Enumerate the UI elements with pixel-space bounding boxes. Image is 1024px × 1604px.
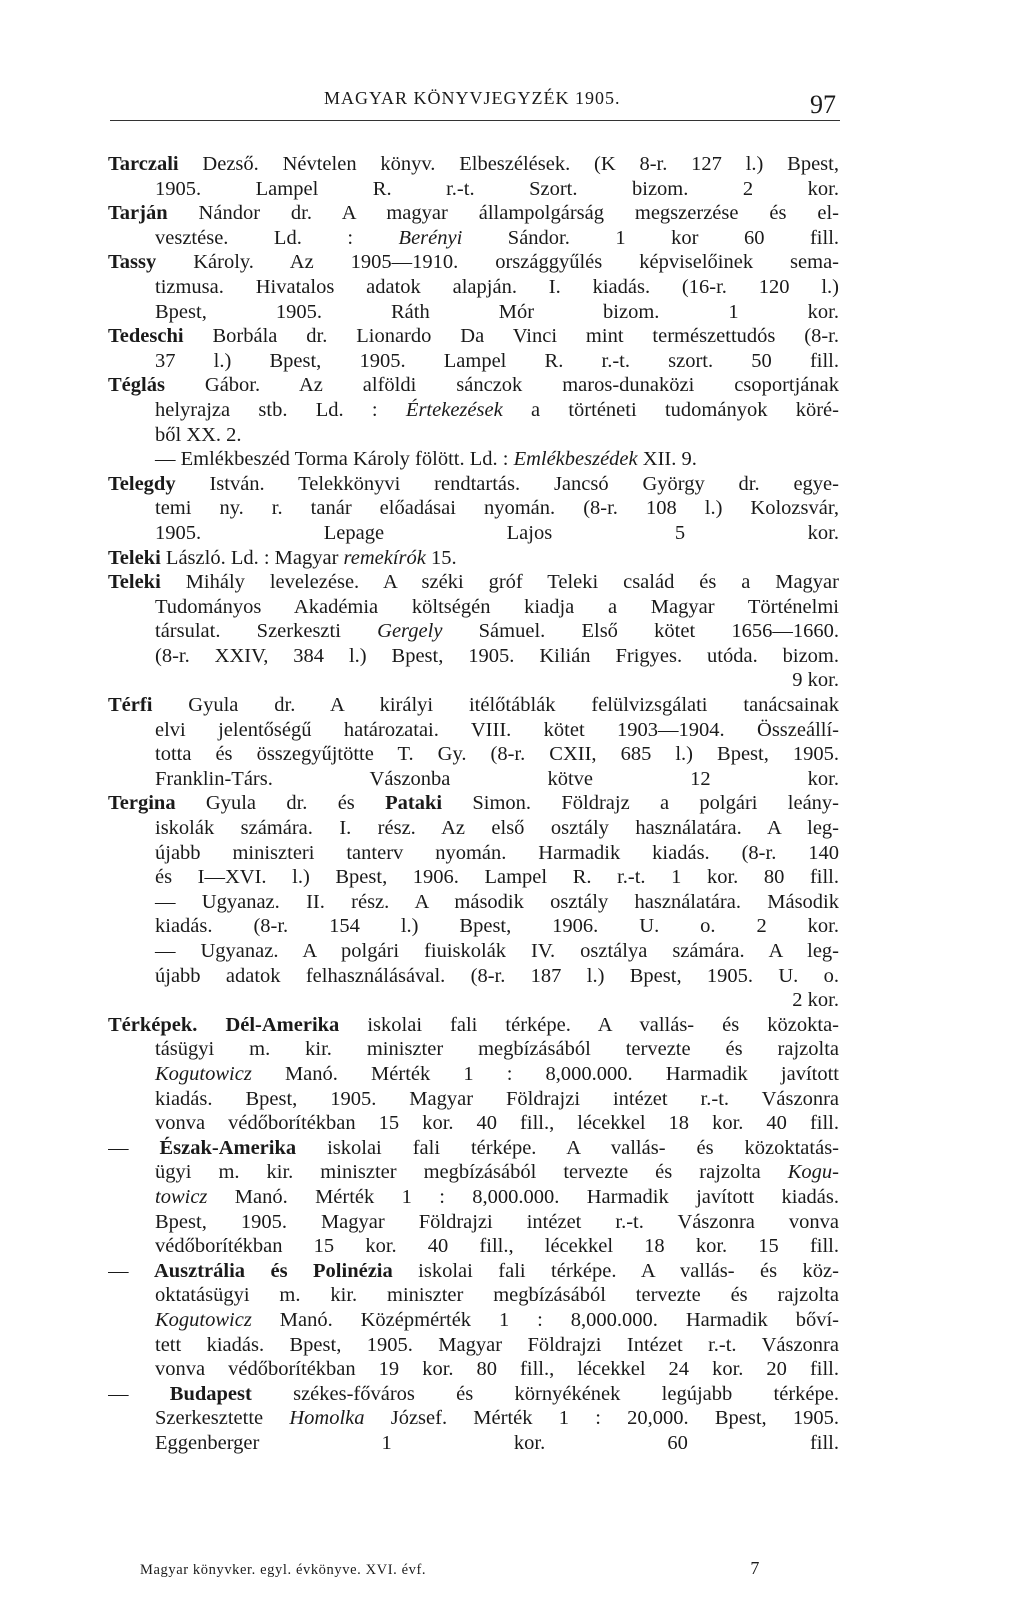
text-span: védőborítékban 15 kor. 40 fill., lécekkel 18 kor. 15 fill.	[155, 1235, 839, 1258]
text-line	[108, 423, 839, 448]
text-line	[108, 398, 839, 423]
text-span: Mihály levelezése. A széki gróf Teleki család és a Magyar	[160, 571, 839, 594]
text-line	[108, 619, 839, 644]
text-line	[108, 693, 839, 718]
entry-heading: Teleki	[108, 546, 161, 569]
text-span: Bpest, 1905. Ráth Mór bizom. 1 kor.	[155, 300, 839, 323]
entry-heading: Térfi	[108, 694, 153, 717]
entry-heading: Tergina	[108, 792, 176, 815]
text-span: vonva védőborítékban 19 kor. 80 fill., lécekkel 24 kor. 20 fill.	[155, 1358, 839, 1381]
entry-heading: Tassy	[108, 251, 157, 274]
entry-heading: Pataki	[385, 792, 443, 815]
text-span: XII. 9.	[637, 448, 697, 471]
text-line	[108, 595, 839, 620]
entry-heading: Tarján	[108, 202, 168, 225]
text-span: 2 kor.	[792, 989, 839, 1012]
text-span: —	[108, 1382, 170, 1405]
italic-reference: Kogutowicz	[155, 1062, 252, 1085]
text-span	[197, 1014, 225, 1036]
text-span: István. Telekkönyvi rendtartás. Jancsó György dr. egye-	[175, 472, 839, 495]
text-span: székes-főváros és környékének legújabb térképe.	[251, 1382, 839, 1405]
text-line	[108, 865, 839, 890]
text-span: oktatásügyi m. kir. miniszter megbízásából tervezte és rajzolta	[155, 1284, 839, 1307]
text-line	[108, 742, 839, 767]
text-line	[108, 521, 839, 546]
text-line	[108, 988, 839, 1013]
text-line	[108, 816, 839, 841]
text-span: helyrajza stb. Ld. :	[155, 398, 406, 421]
text-span: Szerkesztette	[155, 1407, 290, 1430]
text-span: Gábor. Az alföldi sánczok maros-dunaközi csoportjának	[164, 374, 839, 397]
text-span: Franklin-Társ. Vászonba kötve 12 kor.	[155, 767, 839, 790]
text-span: Bpest, 1905. Magyar Földrajzi intézet r.-t. Vászonra vonva	[155, 1210, 839, 1233]
text-span: vonva védőborítékban 15 kor. 40 fill., lécekkel 18 kor. 40 fill.	[155, 1112, 839, 1135]
text-line	[108, 1013, 839, 1038]
text-span: József. Mérték 1 : 20,000. Bpest, 1905.	[364, 1407, 839, 1430]
text-line	[108, 1160, 839, 1185]
text-line	[108, 373, 839, 398]
italic-reference: Emlékbeszédek	[513, 448, 638, 471]
text-span: tizmusa. Hivatalos adatok alapján. I. kiadás. (16-r. 120 l.)	[155, 275, 839, 298]
text-line	[108, 1111, 839, 1136]
text-span: újabb miniszteri tanterv nyomán. Harmadik kiadás. (8-r. 140	[155, 841, 839, 864]
italic-reference: Kogutowicz	[155, 1308, 252, 1331]
italic-reference: Gergely	[377, 620, 443, 643]
header-title: MAGYAR KÖNYVJEGYZÉK 1905.	[324, 88, 621, 108]
text-span: tett kiadás. Bpest, 1905. Magyar Földrajzi Intézet r.-t. Vászonra	[155, 1333, 839, 1356]
text-span: 9 kor.	[792, 669, 839, 692]
text-line	[108, 546, 839, 571]
text-span: kiadás. Bpest, 1905. Magyar Földrajzi intézet r.-t. Vászonra	[155, 1087, 839, 1110]
text-line	[108, 1333, 839, 1358]
text-span: — Emlékbeszéd Torma Károly fölött. Ld. :	[155, 448, 514, 471]
text-line	[108, 1037, 839, 1062]
text-line	[108, 570, 839, 595]
italic-reference: remekírók	[343, 546, 426, 569]
text-line	[108, 496, 839, 521]
running-header	[110, 86, 840, 121]
text-span: 1905. Lepage Lajos 5 kor.	[155, 521, 839, 544]
text-line	[108, 226, 839, 251]
text-line	[108, 152, 839, 177]
footer-text: Magyar könyvker. egyl. évkönyve. XVI. évf.	[140, 1562, 427, 1578]
entry-heading: Teleki	[108, 571, 161, 594]
text-line	[108, 324, 839, 349]
text-span: Borbála dr. Lionardo Da Vinci mint természettudós (8-r.	[183, 325, 839, 348]
text-span: újabb adatok felhasználásával. (8-r. 187 l.) Bpest, 1905. U. o.	[155, 964, 839, 987]
text-line	[108, 201, 839, 226]
entry-heading: Budapest	[169, 1382, 252, 1405]
text-span: totta és összegyűjtötte T. Gy. (8-r. CXII, 685 l.) Bpest, 1905.	[155, 743, 839, 766]
italic-reference: towicz	[155, 1185, 208, 1208]
entry-heading: Tarczali	[108, 153, 179, 175]
text-span: iskolák számára. I. rész. Az első osztály használatára. A leg-	[155, 817, 839, 840]
text-span: iskolai fali térképe. A vallás- és közokta-	[339, 1013, 839, 1036]
text-line	[108, 718, 839, 743]
text-line	[108, 668, 839, 693]
entry-heading: Téglás	[108, 374, 165, 397]
text-span: Manó. Középmérték 1 : 8,000.000. Harmadik bőví-	[251, 1308, 839, 1331]
text-span: — Ugyanaz. A polgári fiuiskolák IV. osztálya számára. A leg-	[155, 940, 839, 962]
text-span: tásügyi m. kir. miniszter megbízásából tervezte és rajzolta	[155, 1038, 839, 1061]
text-span: 37 l.) Bpest, 1905. Lampel R. r.-t. szort. 50 fill.	[155, 349, 839, 372]
entry-heading: Ausztrália és Polinézia	[153, 1259, 393, 1282]
text-line	[108, 1382, 839, 1407]
text-line	[108, 644, 839, 669]
bibliography-entries	[108, 152, 839, 1455]
text-span: Nándor dr. A magyar állampolgárság megszerzése és el-	[167, 202, 839, 225]
text-span: — Ugyanaz. II. rész. A második osztály használatára. Második	[155, 890, 839, 913]
text-line	[108, 841, 839, 866]
text-line	[108, 349, 839, 374]
text-span: Manó. Mérték 1 : 8,000.000. Harmadik javított kiadás.	[207, 1185, 839, 1208]
text-span: 1905. Lampel R. r.-t. Szort. bizom. 2 kor.	[155, 177, 839, 200]
text-span: iskolai fali térképe. A vallás- és közoktatás-	[296, 1136, 839, 1159]
text-span: a történeti tudományok köré-	[502, 398, 839, 421]
footer	[140, 1558, 760, 1579]
text-line	[108, 791, 839, 816]
text-line	[108, 472, 839, 497]
italic-reference: Homolka	[289, 1407, 365, 1430]
text-line	[108, 1357, 839, 1382]
text-line	[108, 1431, 839, 1456]
entry-heading: Tedeschi	[108, 325, 184, 348]
text-span: Manó. Mérték 1 : 8,000.000. Harmadik javított	[251, 1062, 839, 1085]
text-span: Dezső. Névtelen könyv. Elbeszélések. (K 8-r. 127 l.) Bpest,	[178, 153, 839, 175]
text-span: ügyi m. kir. miniszter megbízásából tervezte és rajzolta	[155, 1161, 788, 1184]
text-line	[108, 300, 839, 325]
text-span: vesztése. Ld. :	[155, 226, 399, 249]
text-line	[108, 1234, 839, 1259]
text-span: Tudományos Akadémia költségén kiadja a Magyar Történelmi	[155, 595, 839, 618]
entry-heading: Térképek.	[108, 1013, 198, 1036]
italic-reference: Kogu-	[787, 1161, 839, 1184]
text-line	[108, 767, 839, 792]
text-line	[108, 914, 839, 939]
text-span: Simon. Földrajz a polgári leány-	[442, 792, 839, 815]
text-span: Károly. Az 1905—1910. országgyűlés képviselőinek sema-	[156, 251, 839, 274]
text-line	[108, 1283, 839, 1308]
entry-heading: Telegdy	[108, 472, 176, 495]
text-line	[108, 1210, 839, 1235]
text-span: iskolai fali térképe. A vallás- és köz-	[392, 1259, 839, 1282]
text-line	[108, 1136, 839, 1161]
text-line	[108, 939, 839, 964]
text-span: kiadás. (8-r. 154 l.) Bpest, 1906. U. o. 2 kor.	[155, 915, 839, 938]
signature-mark: 7	[750, 1558, 760, 1578]
text-line	[108, 890, 839, 915]
text-span: Gyula dr. és	[175, 792, 386, 815]
text-span: —	[108, 1259, 154, 1282]
italic-reference: Berényi	[398, 226, 463, 249]
text-span: Sámuel. Első kötet 1656—1660.	[442, 620, 839, 643]
text-line	[108, 1259, 839, 1284]
text-span: ből XX. 2.	[155, 423, 242, 446]
text-line	[108, 964, 839, 989]
text-span: László. Ld. : Magyar	[160, 546, 344, 569]
text-line	[108, 1308, 839, 1333]
text-line	[108, 1185, 839, 1210]
text-line	[108, 177, 839, 202]
text-line	[108, 1087, 839, 1112]
text-line	[108, 1406, 839, 1431]
text-span: Gyula dr. A királyi itélőtáblák felülvizsgálati tanácsainak	[152, 694, 839, 717]
page-number: 97	[810, 90, 836, 119]
italic-reference: Értekezések	[405, 398, 503, 421]
text-span: —	[108, 1136, 160, 1159]
text-span: temi ny. r. tanár előadásai nyomán. (8-r. 108 l.) Kolozsvár,	[155, 497, 839, 520]
text-span: Eggenberger 1 kor. 60 fill.	[155, 1431, 839, 1454]
text-line	[108, 1062, 839, 1087]
text-line	[108, 447, 839, 472]
entry-heading: Dél-Amerika	[225, 1013, 340, 1036]
text-span: Sándor. 1 kor 60 fill.	[462, 226, 839, 249]
text-line	[108, 250, 839, 275]
text-span: (8-r. XXIV, 384 l.) Bpest, 1905. Kilián Frigyes. utóda. bizom.	[155, 644, 839, 667]
text-line	[108, 275, 839, 300]
text-span: társulat. Szerkeszti	[155, 620, 378, 643]
text-span: 15.	[425, 546, 457, 569]
entry-heading: Észak-Amerika	[159, 1136, 297, 1159]
text-span: és I—XVI. l.) Bpest, 1906. Lampel R. r.-t. 1 kor. 80 fill.	[155, 866, 839, 889]
text-span: elvi jelentőségű határozatai. VIII. kötet 1903—1904. Összeállí-	[155, 718, 839, 741]
